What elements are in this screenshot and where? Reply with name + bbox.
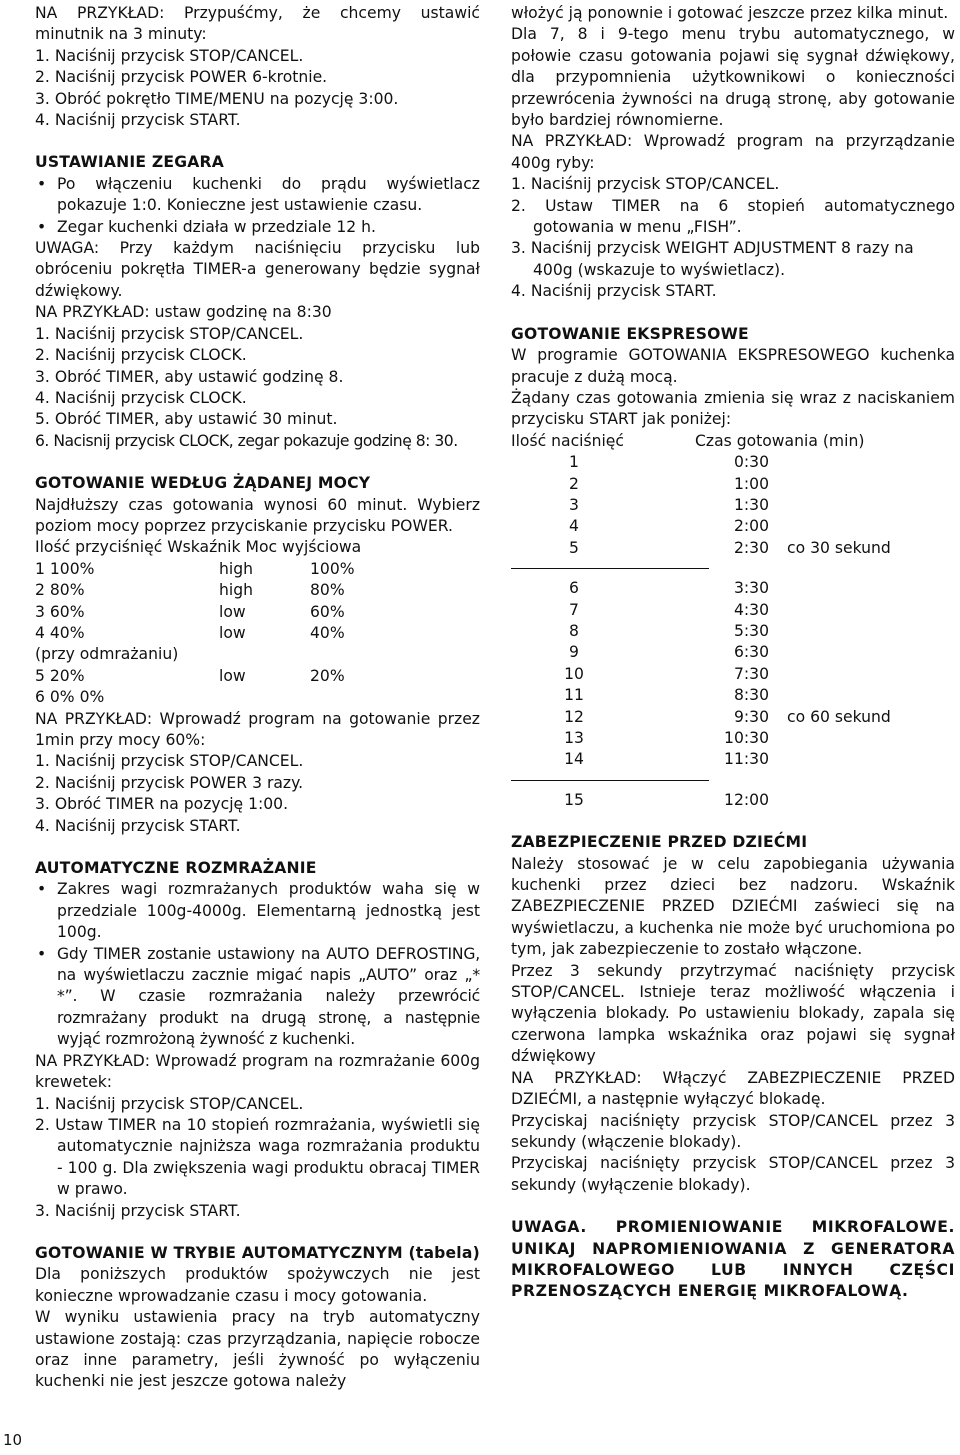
power-example: NA PRZYKŁAD: Wprowadź program na gotowanie przez 1min przy mocy 60%: [35,709,480,749]
table-cell: 13 [564,729,584,747]
table-cell: high [219,581,253,600]
auto-example: NA PRZYKŁAD: Wprowadź program na przyrządzanie 400g ryby: [511,132,955,172]
auto-heading: GOTOWANIE W TRYBIE AUTOMATYCZNYM (tabela) [35,1243,480,1262]
auto-paragraph: Dla 7, 8 i 9-tego menu trybu automatycznego, w połowie czasu gotowania pojawi się sygnał dźwiękowy, dla przypomnienia użytkownikowi o konieczności przewrócenia żywności na drugą stronę, aby gotowanie było bardziej równomierne. [511,25,955,130]
table-cell: low [219,602,246,621]
table-cell: 12 [564,707,584,726]
header-cell: Czas gotowania (min) [695,431,865,450]
table-row [511,790,955,811]
table-divider [511,780,709,781]
timer-example: NA PRZYKŁAD: Przypuśćmy, że chcemy ustawić minutnik na 3 minuty: [35,4,480,44]
step: 2. Naciśnij przycisk POWER 3 razy. [35,773,304,792]
step: 3. Obróć pokrętło TIME/MENU na pozycję 3:00. [35,89,399,108]
table-cell: 5 [569,538,579,557]
clock-heading: USTAWIANIE ZEGARA [35,153,224,172]
table-cell: 8 [569,621,579,640]
table-cell: low [219,666,246,685]
defrost-note: (przy odmrażaniu) [35,645,179,664]
bullet-item: • Gdy TIMER zostanie ustawiony na AUTO DEFROSTING, na wyświetlaczu zacznie migać napis „AUTO” oraz „* *”. W czasie rozmrażania należy przewrócić rozmrażany produkt na drugą stronę, a następnie wyjąć rozmrożoną żywność z kuchenki. [35,944,480,1051]
table-cell: 7 [569,600,579,619]
table-row [511,578,955,599]
table-cell: low [219,623,246,642]
table-cell: 11 [564,686,584,705]
child-lock-heading: ZABEZPIECZENIE PRZED DZIEĆMI [511,833,808,852]
microwave-warning: UWAGA. PROMIENIOWANIE MIKROFALOWE. UNIKAJ NAPROMIENIOWANIA Z GENERATORA MIKROFALOWEGO LUB INNYCH CZĘŚCI PRZENOSZĄCYCH ENERGIĘ MIKROFALOWĄ. [511,1218,955,1301]
table-row [511,516,955,537]
table-row [511,600,955,621]
bullet-item: • Po włączeniu kuchenki do prądu wyświetlacz pokazuje 1:0. Konieczne jest ustawienie czasu. [35,174,480,217]
table-cell: 40% [310,623,345,642]
step: 1. Naciśnij przycisk STOP/CANCEL. [511,175,780,194]
express-heading: GOTOWANIE EKSPRESOWE [511,324,749,343]
express-paragraph: W programie GOTOWANIA EKSPRESOWEGO kuchenka pracuje z dużą mocą. [511,346,955,386]
table-cell: 2 [569,474,579,493]
header-cell: Wskaźnik [167,538,241,557]
header-cell: Ilość naciśnięć [511,431,624,450]
table-row [35,580,480,601]
power-heading: GOTOWANIE WEDŁUG ŻĄDANEJ MOCY [35,474,371,493]
step: 2. Naciśnij przycisk CLOCK. [35,346,247,365]
table-cell: 2:30 [733,538,769,557]
step: 2. Ustaw TIMER na 6 stopień automatycznego gotowania w menu „FISH”. [511,196,955,237]
step: 6. Nacisnij przycisk CLOCK, zegar pokazuje godzinę 8: 30. [35,431,458,450]
table-row [511,642,955,663]
table-row [511,685,955,706]
express-table-group [511,790,955,811]
child-lock-paragraph: Przyciskaj naciśnięty przycisk STOP/CANCEL przez 3 sekundy (włączenie blokady). [511,1111,955,1151]
table-cell: 3 [569,495,579,514]
page-number: 10 [3,1431,23,1449]
table-divider [511,568,709,569]
power-table-header [35,537,480,558]
table-row [511,728,955,749]
table-row [35,666,480,687]
table-cell: 80% [310,581,345,600]
table-cell: high [219,559,253,578]
table-cell: 0:30 [733,453,769,472]
clock-example: NA PRZYKŁAD: ustaw godzinę na 8:30 [35,303,332,322]
table-row [511,495,955,516]
table-cell: 5 20% [35,666,85,685]
table-row [511,664,955,685]
step: 3. Obróć TIMER na pozycję 1:00. [35,795,289,814]
step: 4. Naciśnij przycisk START. [35,816,241,835]
auto-paragraph-continued: włożyć ją ponownie i gotować jeszcze przez kilka minut. [511,4,949,22]
header-cell: Moc wyjściowa [245,538,362,557]
table-cell: 1:30 [733,495,769,514]
table-row: 6 0% 0% [35,688,105,707]
express-paragraph: Żądany czas gotowania zmienia się wraz z naciskaniem przycisku START jak poniżej: [511,388,955,429]
child-lock-example: NA PRZYKŁAD: Włączyć ZABEZPIECZENIE PRZED DZIEĆMI, a następnie wyłączyć blokadę. [511,1068,955,1109]
step: 3. Naciśnij przycisk START. [35,1201,241,1220]
bullet-item: • Zegar kuchenki działa w przedziale 12 h. [35,217,480,238]
table-cell: co 60 sekund [787,707,891,726]
table-cell: 4 [569,517,579,536]
table-row [511,621,955,642]
step: 3. Obróć TIMER, aby ustawić godzinę 8. [35,367,344,386]
step: 1. Naciśnij przycisk STOP/CANCEL. [35,324,304,343]
auto-paragraph: Dla poniższych produktów spożywczych nie jest konieczne wprowadzanie czasu i mocy gotowania. [35,1265,480,1305]
child-lock-paragraph: Przez 3 sekundy przytrzymać naciśnięty przycisk STOP/CANCEL. Istnieje teraz możliwość włączenia i wyłączenia blokady. Po ustawieniu blokady, zapala się czerwona lampka wskaźnika oraz pojawi się sygnał dźwiękowy [511,961,955,1066]
table-cell: 1 [569,453,579,472]
defrost-heading: AUTOMATYCZNE ROZMRAŻANIE [35,859,317,878]
table-row [511,474,955,495]
power-intro: Najdłuższy czas gotowania wynosi 60 minut. Wybierz poziom mocy poprzez przyciskanie przycisku POWER. [35,495,480,535]
table-row [35,623,480,644]
left-column [35,3,480,1393]
table-cell: 10 [564,664,584,683]
step: 1. Naciśnij przycisk STOP/CANCEL. [35,752,304,771]
step: 2. Ustaw TIMER na 10 stopień rozmrażania, wyświetli się automatycznie najniższa waga rozmrażania produktu - 100 g. Dla zwiększenia wagi produktu obracaj TIMER w prawo. [35,1115,480,1199]
bullet-item: • Zakres wagi rozmrażanych produktów waha się w przedziale 100g-4000g. Elementarną jednostką jest 100g. [35,879,480,943]
step: 1. Naciśnij przycisk STOP/CANCEL. [35,46,304,65]
step: 3. Naciśnij przycisk WEIGHT ADJUSTMENT 8 razy na 400g (wskazuje to wyświetlacz). [511,239,914,279]
table-cell: 1 100% [35,559,95,578]
express-table-group [511,452,955,559]
table-row [511,707,955,728]
express-table-group [511,578,955,771]
step: 5. Obróć TIMER, aby ustawić 30 minut. [35,410,338,429]
right-column [511,3,955,1303]
step: 4. Naciśnij przycisk START. [511,282,717,301]
step: 4. Naciśnij przycisk CLOCK. [35,388,247,407]
table-cell: 1:00 [733,474,769,493]
table-cell: 6 [569,579,579,598]
table-cell: 2 80% [35,581,85,600]
table-row [35,602,480,623]
table-row [511,452,955,473]
table-cell: 60% [310,602,345,621]
child-lock-paragraph: Należy stosować je w celu zapobiegania używania kuchenki przez dzieci bez nadzoru. Wskaźnik ZABEZPIECZENIE PRZED DZIEĆMI zaświeci się na wyświetlaczu, a kuchenka nie może być uruchomiona po tym, jak zabezpieczenie to zostało włączone. [511,854,955,959]
table-cell: 7:30 [733,664,769,683]
step: 1. Naciśnij przycisk STOP/CANCEL. [35,1094,304,1113]
table-cell: 5:30 [733,621,769,640]
child-lock-paragraph: Przyciskaj naciśnięty przycisk STOP/CANCEL przez 3 sekundy (wyłączenie blokady). [511,1154,955,1194]
table-cell: 100% [310,559,355,578]
auto-paragraph: W wyniku ustawienia pracy na tryb automatyczny ustawione zostają: czas przyrządzania, napięcie robocze oraz inne parametry, jeśli żywność po wyłączeniu kuchenki nie jest jeszcze gotowa należy [35,1308,480,1391]
table-cell: 10:30 [724,729,769,747]
express-table-header [511,431,955,452]
clock-note: UWAGA: Przy każdym naciśnięciu przycisku lub obróceniu pokrętła TIMER-a generowany będzie sygnał dźwiękowy. [35,239,480,300]
table-cell: 6:30 [733,643,769,662]
table-cell: 4:30 [733,600,769,619]
table-cell: 11:30 [724,750,769,769]
defrost-example: NA PRZYKŁAD: Wprowadź program na rozmrażanie 600g krewetek: [35,1051,480,1092]
step: 2. Naciśnij przycisk POWER 6-krotnie. [35,68,328,87]
table-row [511,749,955,770]
table-cell: co 30 sekund [787,538,891,557]
table-cell: 12:00 [724,790,769,809]
table-row [511,538,955,559]
table-cell: 15 [564,790,584,809]
header-cell: Ilość przyciśnięć [35,538,163,557]
step: 4. Naciśnij przycisk START. [35,111,241,130]
table-cell: 9 [569,643,579,662]
table-cell: 3:30 [733,579,769,598]
table-cell: 2:00 [733,517,769,536]
table-cell: 14 [564,750,584,769]
table-cell: 20% [310,666,345,685]
table-cell: 4 40% [35,623,85,642]
table-row [35,559,480,580]
table-cell: 8:30 [733,686,769,705]
table-cell: 3 60% [35,602,85,621]
table-cell: 9:30 [733,707,769,726]
